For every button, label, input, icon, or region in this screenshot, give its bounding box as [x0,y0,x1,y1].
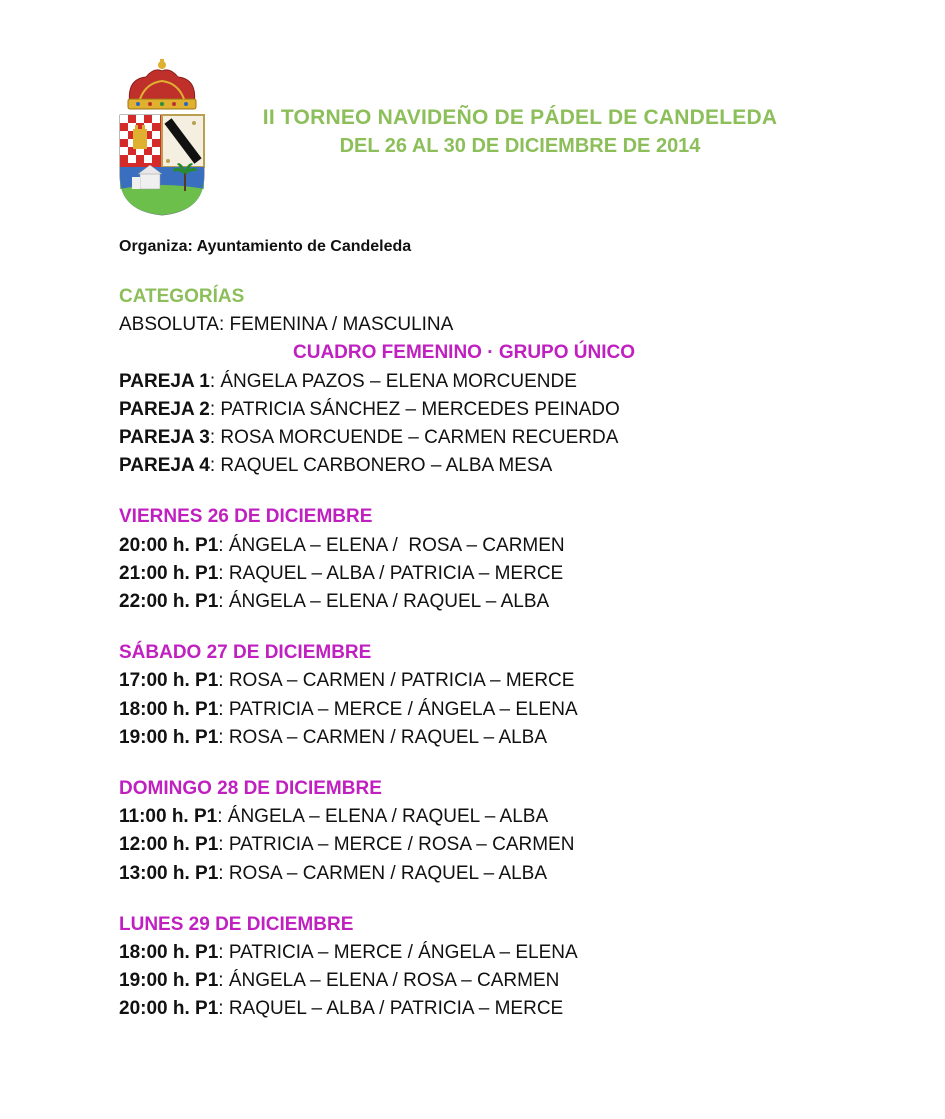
pair-label: PAREJA 2 [119,398,210,420]
match-row [119,667,819,695]
match-time: 19:00 h. P1 [119,726,219,748]
match-teams: : PATRICIA – MERCE / ROSA – CARMEN [218,834,575,856]
coat-of-arms-icon [116,57,208,217]
organizer-text: Organiza: Ayuntamiento de Candeleda [119,238,412,255]
match-teams: : ÁNGELA – ELENA / ROSA – CARMEN [218,534,565,556]
match-row [119,532,819,560]
match-teams: : ROSA – CARMEN / PATRICIA – MERCE [218,670,575,692]
match-teams: : ÁNGELA – ELENA / ROSA – CARMEN [218,970,560,992]
pair-item [119,396,819,424]
pair-names: : PATRICIA SÁNCHEZ – MERCEDES PEINADO [209,398,620,420]
pair-item [119,368,819,396]
match-time: 22:00 h. P1 [119,591,219,613]
pair-item [119,452,819,480]
match-row [119,588,819,616]
page-subtitle: DEL 26 AL 30 DE DICIEMBRE DE 2014 [339,135,701,157]
match-time: 13:00 h. P1 [119,862,219,884]
pair-label: PAREJA 4 [119,455,210,477]
pair-names: : ROSA MORCUENDE – CARMEN RECUERDA [209,427,619,449]
match-teams: : RAQUEL – ALBA / PATRICIA – MERCE [218,562,564,584]
match-time: 20:00 h. P1 [119,998,219,1020]
match-row [119,995,819,1023]
match-teams: : RAQUEL – ALBA / PATRICIA – MERCE [218,998,564,1020]
match-time: 11:00 h. P1 [119,806,218,828]
match-teams: : ROSA – CARMEN / RAQUEL – ALBA [218,862,548,884]
group-heading: CUADRO FEMENINO · GRUPO ÚNICO [293,342,635,364]
pair-names: : ÁNGELA PAZOS – ELENA MORCUENDE [209,370,577,392]
match-teams: : PATRICIA – MERCE / ÁNGELA – ELENA [218,698,578,720]
pair-label: PAREJA 3 [119,427,210,449]
match-time: 21:00 h. P1 [119,562,219,584]
pair-label: PAREJA 1 [119,370,210,392]
day-heading-domingo: DOMINGO 28 DE DICIEMBRE [119,778,382,800]
page-title: II TORNEO NAVIDEÑO DE PÁDEL DE CANDELEDA [262,106,778,129]
categories-heading: CATEGORÍAS [119,286,245,307]
match-time: 17:00 h. P1 [119,670,219,692]
match-time: 19:00 h. P1 [119,970,219,992]
match-teams: : ÁNGELA – ELENA / RAQUEL – ALBA [217,806,549,828]
match-row [119,967,819,995]
match-row [119,803,819,831]
category-absoluta: ABSOLUTA: FEMENINA / MASCULINA [119,314,454,336]
match-row [119,831,819,859]
main-content [119,283,819,1024]
match-row [119,560,819,588]
day-heading-sabado: SÁBADO 27 DE DICIEMBRE [119,642,372,664]
day-heading-viernes: VIERNES 26 DE DICIEMBRE [119,506,373,528]
match-row [119,860,819,888]
match-teams: : ÁNGELA – ELENA / RAQUEL – ALBA [218,591,550,613]
match-time: 20:00 h. P1 [119,534,219,556]
match-time: 12:00 h. P1 [119,834,219,856]
pair-names: : RAQUEL CARBONERO – ALBA MESA [209,455,553,477]
match-teams: : ROSA – CARMEN / RAQUEL – ALBA [218,726,548,748]
match-row [119,939,819,967]
match-time: 18:00 h. P1 [119,698,219,720]
match-row [119,696,819,724]
match-time: 18:00 h. P1 [119,942,219,964]
match-teams: : PATRICIA – MERCE / ÁNGELA – ELENA [218,942,578,964]
title-block [230,104,810,160]
pair-item [119,424,819,452]
crown-icon [128,59,196,109]
match-row [119,724,819,752]
day-heading-lunes: LUNES 29 DE DICIEMBRE [119,913,354,935]
